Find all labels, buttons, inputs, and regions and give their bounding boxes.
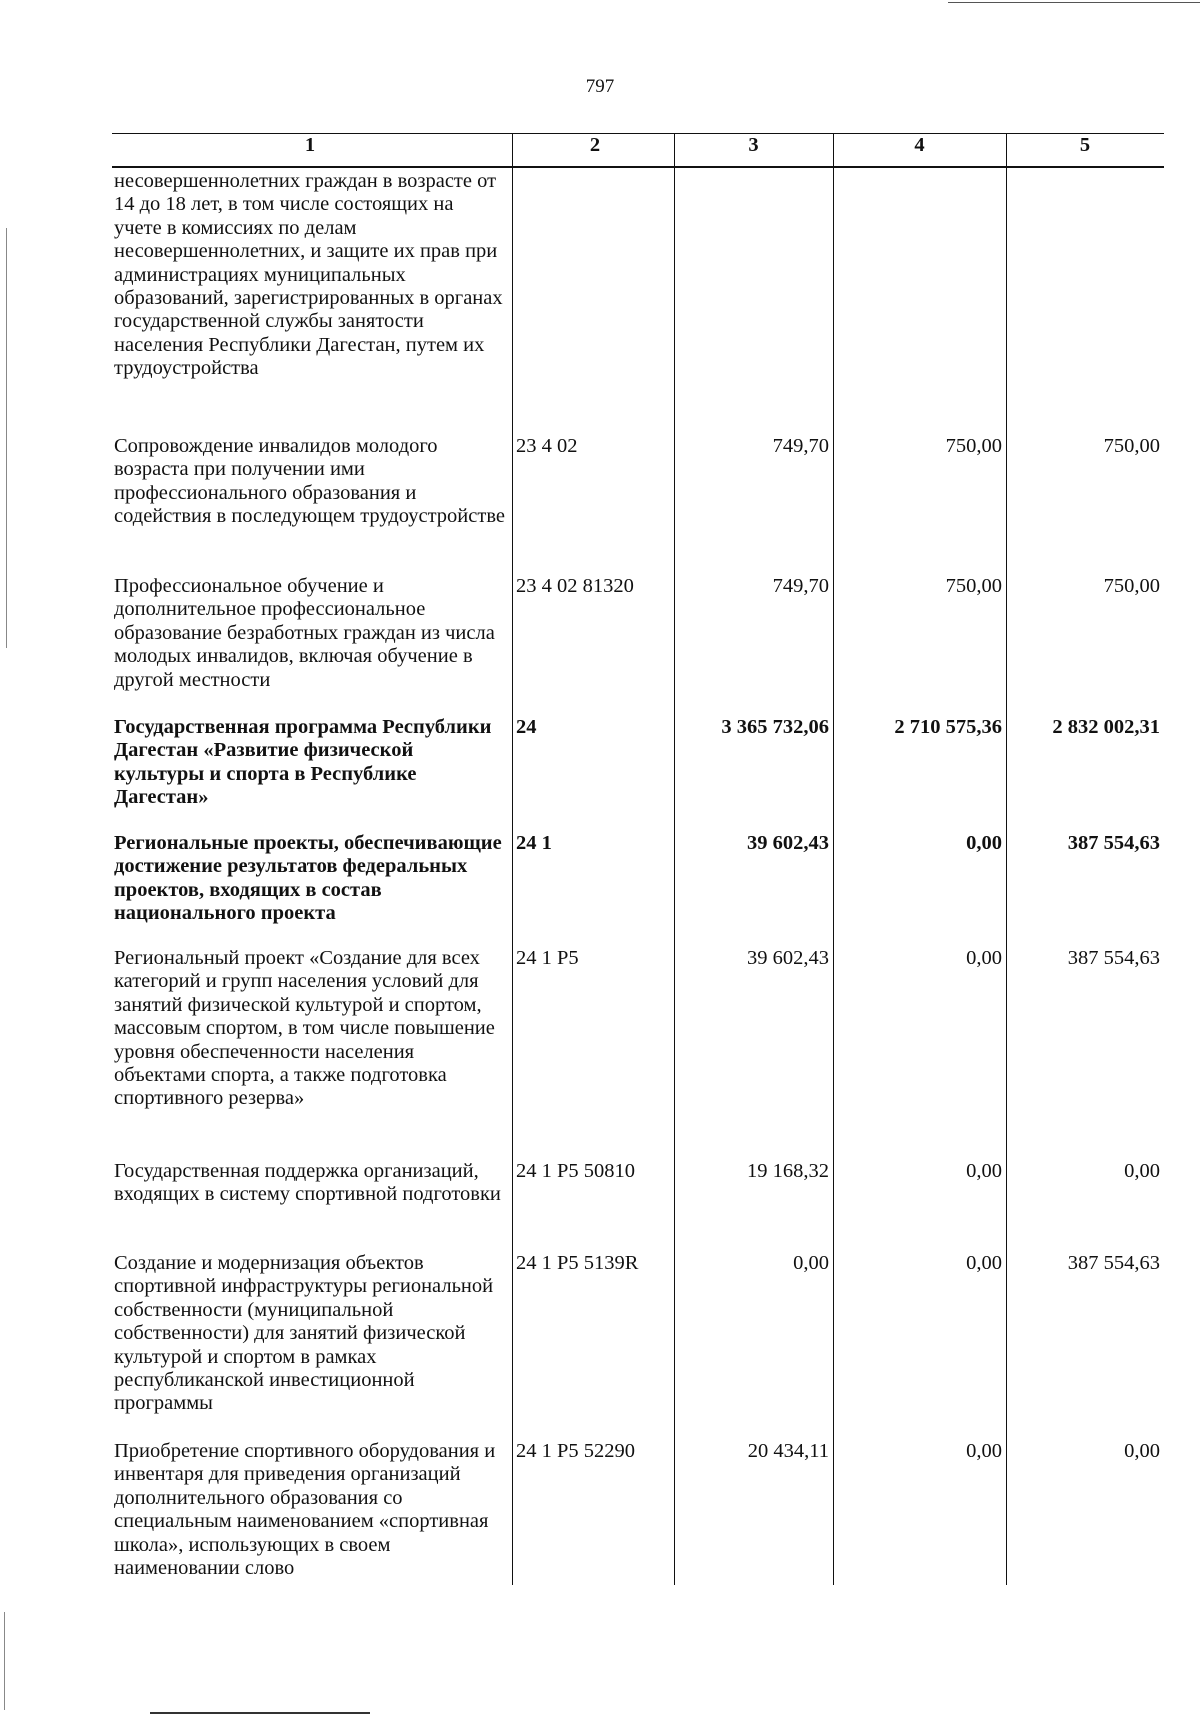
row-name: Создание и модернизация объектов спортивной инфраструктуры региональной собственности (муниципальной собственности) для занятий физической культурой и спортом в рамках республиканской инвестиционной программы (114, 1252, 494, 1415)
page-number: 797 (585, 76, 615, 97)
column-divider (1006, 133, 1007, 1585)
header-col-4: 4 (914, 134, 925, 156)
row-value-col5: 0,00 (1124, 1440, 1160, 1462)
row-value-col3: 3 365 732,06 (721, 716, 829, 738)
scan-left-edge-mark (6, 228, 7, 648)
row-value-col4: 0,00 (966, 947, 1002, 969)
row-code: 24 1 P5 52290 (516, 1440, 636, 1462)
scan-top-edge-line (948, 2, 1200, 3)
row-name: Профессиональное обучение и дополнительное профессиональное образование безработных граждан из числа молодых инвалидов, включая обучение в другой местности (114, 575, 495, 691)
row-value-col4: 0,00 (966, 832, 1002, 854)
row-code: 23 4 02 81320 (516, 575, 634, 597)
row-value-col5: 387 554,63 (1067, 947, 1160, 969)
row-value-col4: 0,00 (966, 1160, 1002, 1182)
column-divider (512, 133, 513, 1585)
row-code: 23 4 02 (516, 435, 578, 457)
row-name: Сопровождение инвалидов молодого возраста при получении ими профессионального образования и содействия в последующем трудоустройстве (114, 435, 505, 528)
row-value-col3: 39 602,43 (747, 832, 829, 854)
row-name: Приобретение спортивного оборудования и инвентаря для приведения организаций дополнительного образования со специальным наименованием «спортивная школа», использующих в своем наименовании слово (114, 1440, 496, 1580)
row-value-col4: 0,00 (966, 1440, 1002, 1462)
row-name: Региональный проект «Создание для всех категорий и групп населения условий для занятий физической культурой и спортом, массовым спортом, в том числе повышение уровня обеспеченности населения объектами спорта, а также подготовка спортивного резерва» (114, 947, 495, 1110)
row-value-col3: 749,70 (772, 435, 829, 457)
row-code: 24 1 P5 5139R (516, 1252, 639, 1274)
row-code: 24 1 P5 (516, 947, 579, 969)
row-value-col3: 20 434,11 (747, 1440, 829, 1462)
row-name: Государственная поддержка организаций, входящих в систему спортивной подготовки (114, 1160, 501, 1206)
budget-table (112, 133, 1164, 1586)
header-col-3: 3 (748, 134, 759, 156)
row-value-col4 (833, 168, 1006, 431)
row-code: 24 (516, 716, 537, 738)
header-col-5: 5 (1079, 134, 1091, 156)
scan-left-edge-mark (4, 1612, 5, 1710)
row-value-col3 (674, 168, 833, 431)
scan-bottom-edge-line (150, 1712, 370, 1714)
column-divider (674, 133, 675, 1585)
row-value-col5: 750,00 (1103, 435, 1160, 457)
row-code: 24 1 P5 50810 (516, 1160, 636, 1182)
row-value-col4: 0,00 (966, 1252, 1002, 1274)
row-value-col5: 2 832 002,31 (1052, 716, 1160, 738)
row-value-col3: 0,00 (793, 1252, 829, 1274)
header-col-1: 1 (304, 134, 316, 156)
row-value-col3: 19 168,32 (747, 1160, 829, 1182)
row-value-col5: 387 554,63 (1067, 832, 1160, 854)
row-name: несовершеннолетних граждан в возрасте от 14 до 18 лет, в том числе состоящих на учете в комиссиях по делам несовершеннолетних, и защите их прав при администрациях муниципальных образований, зарегистрированных в органах государственной службы занятости населения Республики Дагестан, путем их трудоустройства (114, 170, 503, 380)
row-name: Региональные проекты, обеспечивающие достижение результатов федеральных проектов, входящих в состав национального проекта (114, 832, 502, 925)
row-value-col5 (1006, 168, 1164, 431)
table-grid (112, 133, 1164, 1586)
row-value-col4: 750,00 (945, 575, 1002, 597)
row-code: 24 1 (516, 832, 552, 854)
header-col-2: 2 (589, 134, 601, 156)
row-value-col3: 39 602,43 (747, 947, 829, 969)
column-divider (833, 133, 834, 1585)
row-value-col5: 750,00 (1103, 575, 1160, 597)
row-code (512, 168, 674, 431)
row-value-col4: 2 710 575,36 (894, 716, 1002, 738)
row-value-col4: 750,00 (945, 435, 1002, 457)
row-name: Государственная программа Республики Дагестан «Развитие физической культуры и спорта в Республике Дагестан» (114, 716, 492, 809)
row-value-col5: 387 554,63 (1067, 1252, 1160, 1274)
row-value-col3: 749,70 (772, 575, 829, 597)
row-value-col5: 0,00 (1124, 1160, 1160, 1182)
